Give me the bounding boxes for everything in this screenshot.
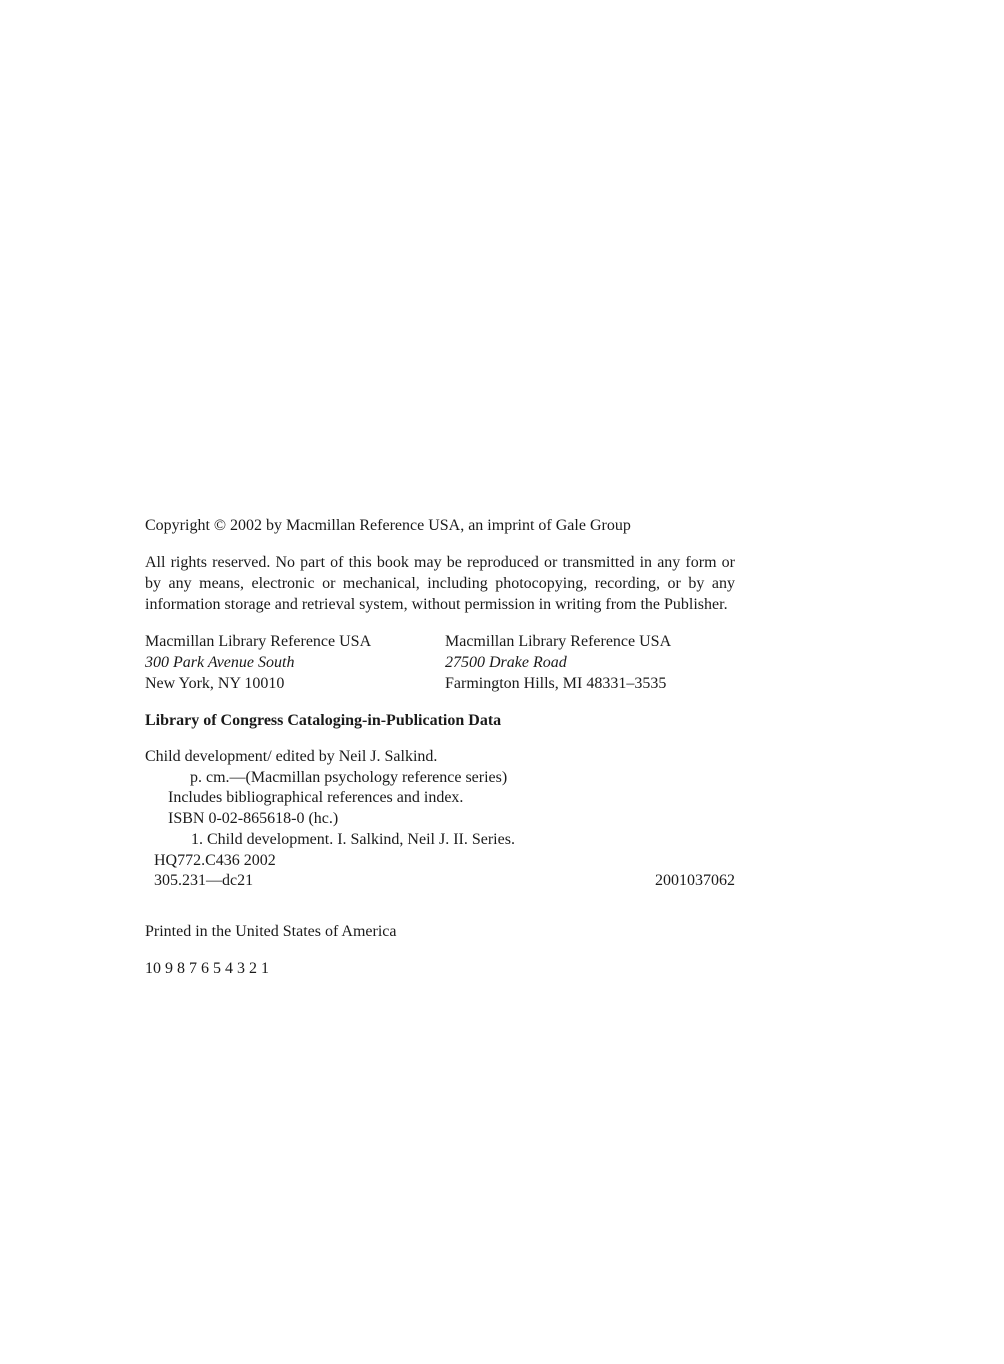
- cip-dewey-row: [145, 871, 735, 892]
- printed-in-statement: Printed in the United States of America: [145, 922, 397, 940]
- cip-lccn: 2001037062: [655, 872, 735, 890]
- cip-series-line: p. cm.—(Macmillan psychology reference series): [190, 768, 508, 786]
- address-new-york: [145, 631, 445, 694]
- copyright-page: [145, 515, 735, 979]
- cip-isbn-line: ISBN 0-02-865618-0 (hc.): [168, 810, 339, 828]
- publisher-addresses: [145, 631, 735, 694]
- cip-subjects-line: 1. Child development. I. Salkind, Neil J. II. Series.: [191, 830, 515, 848]
- cip-lc-class: HQ772.C436 2002: [154, 851, 276, 869]
- cip-heading: Library of Congress Cataloging-in-Publication Data: [145, 712, 502, 729]
- publisher-street: 27500 Drake Road: [445, 654, 567, 671]
- publisher-name: Macmillan Library Reference USA: [445, 633, 672, 650]
- cip-record: [145, 747, 735, 892]
- address-farmington-hills: [445, 631, 671, 694]
- cip-dewey: 305.231—dc21: [154, 872, 254, 890]
- publisher-city: New York, NY 10010: [145, 675, 285, 692]
- publisher-name: Macmillan Library Reference USA: [145, 633, 372, 650]
- printer-key: 10 9 8 7 6 5 4 3 2 1: [145, 959, 269, 977]
- copyright-notice: Copyright © 2002 by Macmillan Reference USA, an imprint of Gale Group: [145, 517, 631, 534]
- publisher-city: Farmington Hills, MI 48331–3535: [445, 675, 667, 692]
- cip-includes-line: Includes bibliographical references and index.: [168, 789, 464, 807]
- publisher-street: 300 Park Avenue South: [145, 654, 295, 671]
- rights-statement: All rights reserved. No part of this book may be reproduced or transmitted in any form or by any means, electronic or mechanical, including photocopying, recording, or by any information storage and retrieval system, without permission in writing from the Publisher.: [145, 554, 735, 613]
- cip-title-line: Child development/ edited by Neil J. Salkind.: [145, 748, 438, 765]
